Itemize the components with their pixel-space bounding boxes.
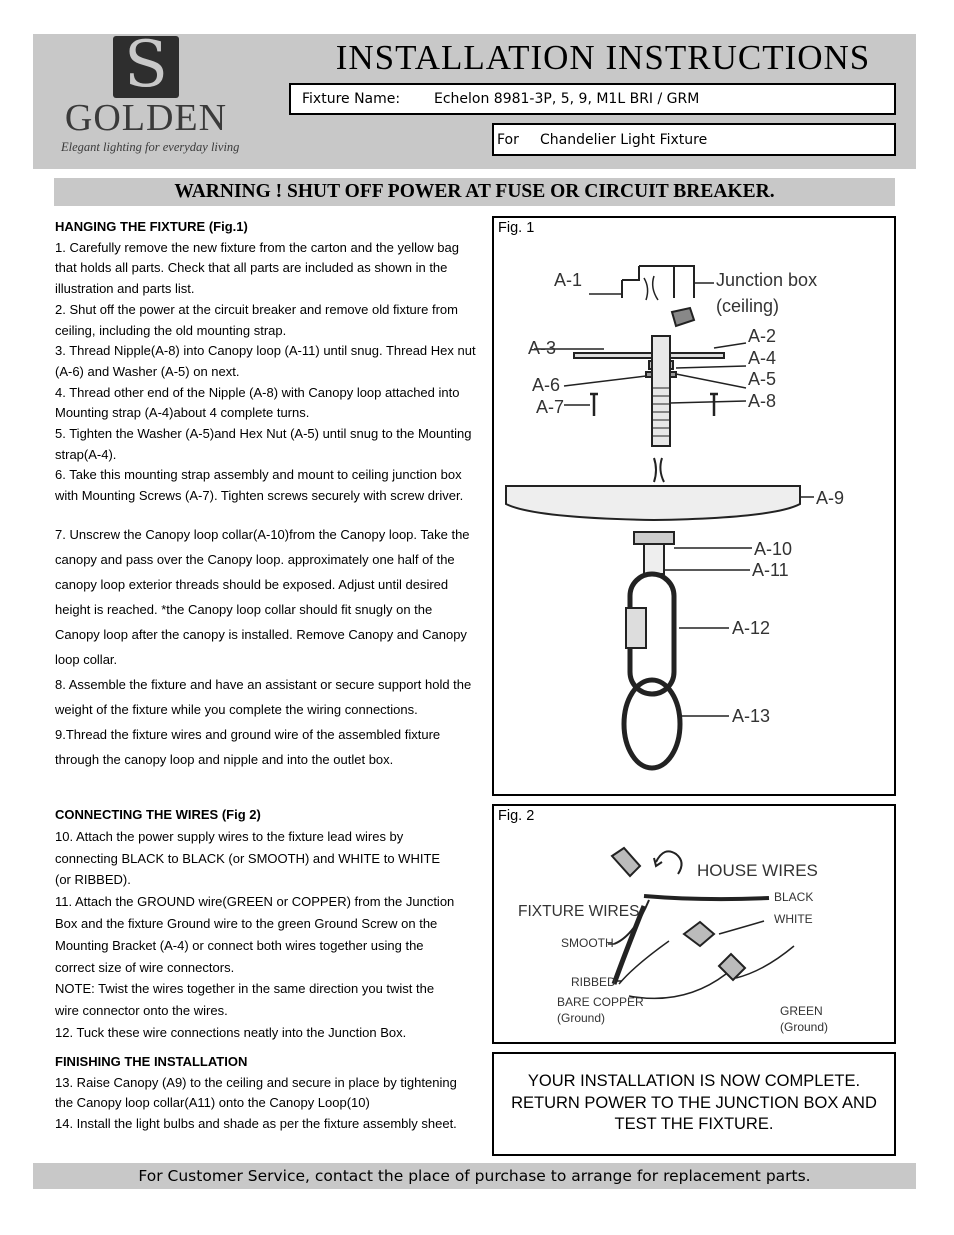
label-house-wires: HOUSE WIRES xyxy=(697,861,818,880)
fixture-type-label: For xyxy=(497,132,519,148)
label-ground-2: (Ground) xyxy=(780,1020,829,1034)
completion-line-2: RETURN POWER TO THE JUNCTION BOX AND xyxy=(511,1093,877,1112)
customer-service-footer: For Customer Service, contact the place of purchase to arrange for replacement parts. xyxy=(33,1163,916,1189)
figure-1-diagram xyxy=(494,218,894,794)
step-text: 8. Assemble the fixture and have an assistant or secure support hold the weight of the fixture while you complete the wiring connections. xyxy=(55,677,472,717)
fixture-name-label: Fixture Name: xyxy=(302,91,401,107)
step-text: 10. Attach the power supply wires to the fixture lead wires by connecting BLACK to BLACK (or SMOOTH) and WHITE to WHITE (or RIBBED). xyxy=(55,828,441,888)
step-text: 2. Shut off the power at the circuit breaker and remove old fixture from ceiling, including the old mounting strap. xyxy=(55,301,458,338)
step-text: 3. Thread Nipple(A-8) into Canopy loop (A-11) until snug. Thread Hex nut (A-6) and Washer (A-5) on next. xyxy=(55,343,476,379)
hanging-section xyxy=(55,217,480,507)
completion-line-1: YOUR INSTALLATION IS NOW COMPLETE. xyxy=(527,1072,861,1090)
fixture-type-value: Chandelier Light Fixture xyxy=(540,132,708,148)
figure-2-label: Fig. 2 xyxy=(498,808,535,824)
hanging-section-cont xyxy=(55,522,480,772)
label-white: WHITE xyxy=(774,912,813,926)
label-a12: A-12 xyxy=(732,618,771,638)
label-a6: A-6 xyxy=(532,375,561,395)
label-black: BLACK xyxy=(774,890,814,904)
golden-logo xyxy=(61,28,240,166)
fixture-type-box xyxy=(492,123,896,156)
hanging-heading: HANGING THE FIXTURE (Fig.1) xyxy=(55,219,248,234)
step-text: 4. Thread other end of the Nipple (A-8) with Canopy loop attached into Mounting strap (A-4)about 4 complete turns. xyxy=(55,384,460,421)
wires-section xyxy=(55,804,455,1044)
figure-1-label: Fig. 1 xyxy=(498,220,535,236)
label-ceiling: (ceiling) xyxy=(716,296,780,316)
step-text: 9.Thread the fixture wires and ground wire of the assembled fixture through the canopy loop and nipple and into the outlet box. xyxy=(55,727,441,767)
completion-notice xyxy=(492,1052,896,1156)
step-text: 12. Tuck these wire connections neatly into the Junction Box. xyxy=(55,1024,407,1040)
label-bare-copper: BARE COPPER xyxy=(557,995,644,1009)
label-junction-box: Junction box xyxy=(716,270,818,290)
label-a5: A-5 xyxy=(748,369,777,389)
fixture-name-box xyxy=(289,83,896,115)
label-fixture-wires: FIXTURE WIRES xyxy=(518,903,640,920)
logo-emblem: S xyxy=(113,36,179,98)
finishing-heading: FINISHING THE INSTALLATION xyxy=(55,1054,248,1069)
finishing-section xyxy=(55,1052,467,1135)
label-a1: A-1 xyxy=(554,270,583,290)
label-a2: A-2 xyxy=(748,326,777,346)
figure-2 xyxy=(492,804,896,1044)
brand-tagline: Elegant lighting for everyday living xyxy=(61,140,240,154)
label-a11: A-11 xyxy=(752,560,789,580)
label-smooth: SMOOTH xyxy=(561,936,614,950)
step-text: 6. Take this mounting strap assembly and mount to ceiling junction box with Mounting Screws (A-7). Tighten screws securely with screw driver. xyxy=(55,467,464,504)
warning-banner: WARNING ! SHUT OFF POWER AT FUSE OR CIRCUIT BREAKER. xyxy=(54,178,895,206)
wires-heading: CONNECTING THE WIRES (Fig 2) xyxy=(55,807,261,822)
label-a13: A-13 xyxy=(732,706,771,726)
label-a9: A-9 xyxy=(816,488,845,508)
figure-1 xyxy=(492,216,896,796)
label-ribbed: RIBBED xyxy=(571,975,616,989)
step-text: NOTE: Twist the wires together in the same direction you twist the wire connector onto the wires. xyxy=(55,981,435,1019)
step-text: 5. Tighten the Washer (A-5)and Hex Nut (A-5) until snug to the Mounting strap(A-4). xyxy=(55,426,472,462)
label-ground-1: (Ground) xyxy=(557,1011,606,1025)
label-a10: A-10 xyxy=(754,539,793,559)
step-text: 1. Carefully remove the new fixture from the carton and the yellow bag that holds all parts. Check that all parts are included as shown in the illustration and parts list. xyxy=(55,239,459,297)
step-text: 13. Raise Canopy (A9) to the ceiling and secure in place by tightening the Canopy loop collar(A11) onto the Canopy Loop(10) xyxy=(55,1074,457,1111)
step-text: 7. Unscrew the Canopy loop collar(A-10)from the Canopy loop. Take the canopy and pass over the Canopy loop. approximately one half of the canopy loop exterior threads should be exposed. Adjust until desired height is reached. *the Canopy loop collar should fit snugly on the Canopy loop after the canopy is installed. Remove Canopy and Canopy loop collar. xyxy=(55,527,470,667)
label-a7: A-7 xyxy=(536,397,565,417)
brand-name: GOLDEN xyxy=(64,97,228,139)
step-text: 14. Install the light bulbs and shade as per the fixture assembly sheet. xyxy=(55,1116,457,1132)
page-title: INSTALLATION INSTRUCTIONS xyxy=(335,38,871,77)
label-a4: A-4 xyxy=(748,348,777,368)
step-text: 11. Attach the GROUND wire(GREEN or COPPER) from the Junction Box and the fixture Ground wire to the green Ground Screw on the Mounting Bracket (A-4) or connect both wires together using the correct size of wire connectors. xyxy=(55,894,455,975)
label-a8: A-8 xyxy=(748,391,777,411)
figure-2-diagram xyxy=(494,806,894,1042)
label-a3: A-3 xyxy=(528,338,557,358)
fixture-name-value: Echelon 8981-3P, 5, 9, M1L BRI / GRM xyxy=(434,91,700,107)
label-green: GREEN xyxy=(780,1004,823,1018)
completion-line-3: TEST THE FIXTURE. xyxy=(614,1115,774,1133)
